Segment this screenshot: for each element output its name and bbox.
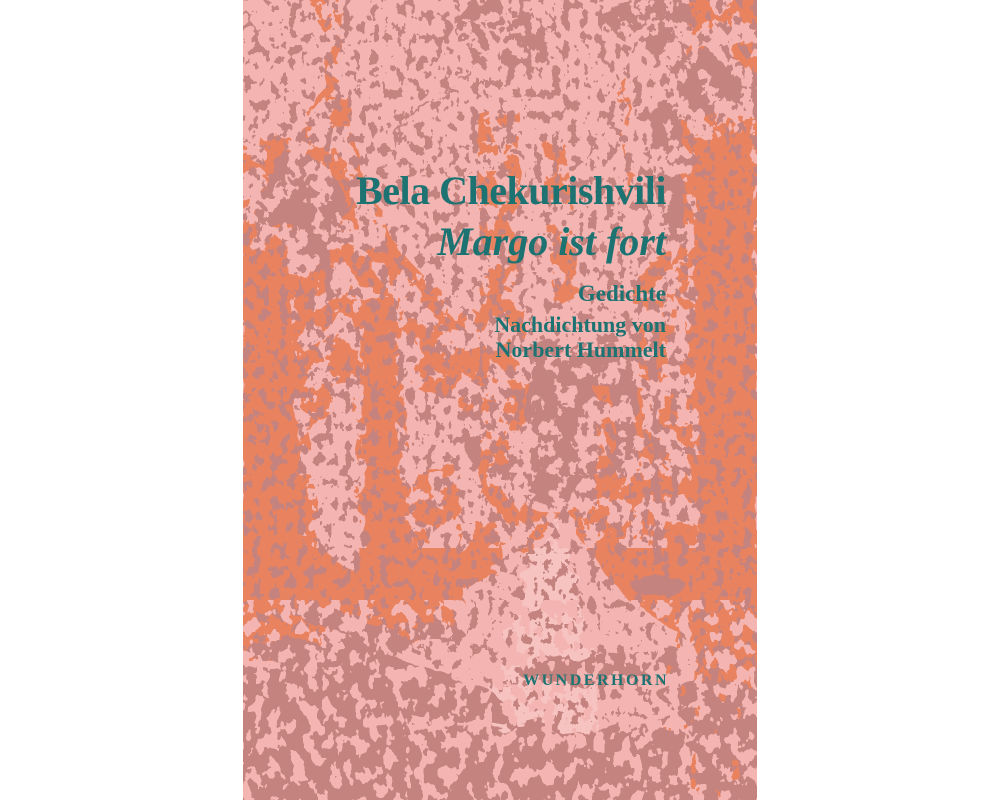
cover-artwork-avenue-of-trees: [243, 0, 757, 800]
translator-credit-line1: Nachdichtung von: [494, 312, 666, 337]
book-title: Margo ist fort: [437, 219, 666, 264]
translator-credit: [494, 312, 666, 362]
author-name: Bela Chekurishvili: [356, 168, 666, 213]
ground-orange-dapple-texture: [663, 600, 757, 800]
translator-credit-line2: Norbert Hummelt: [495, 337, 666, 362]
publisher-name: WUNDERHORN: [523, 672, 669, 689]
genre-label: Gedichte: [577, 281, 666, 306]
book-cover: [243, 0, 757, 800]
